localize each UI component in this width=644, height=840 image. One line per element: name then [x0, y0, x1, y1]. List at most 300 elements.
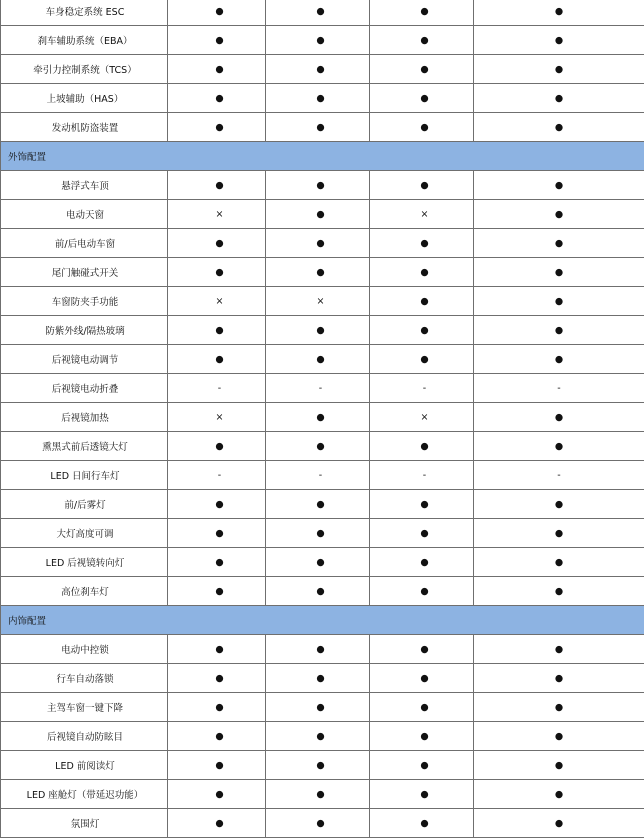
section-header-row — [1, 606, 644, 635]
feature-value-cell — [474, 664, 644, 693]
feature-label: 高位刹车灯 — [61, 587, 109, 598]
feature-value: ● — [215, 34, 224, 46]
feature-value-cell — [474, 171, 644, 200]
spec-table-body — [1, 0, 644, 838]
feature-value: ● — [215, 672, 224, 684]
feature-value-cell — [474, 519, 644, 548]
feature-value: ● — [316, 556, 325, 568]
feature-value-cell — [370, 345, 474, 374]
feature-value: ● — [420, 353, 429, 365]
feature-value-cell — [266, 26, 370, 55]
feature-value: ● — [316, 672, 325, 684]
feature-value-cell — [370, 0, 474, 26]
feature-value-cell — [266, 287, 370, 316]
feature-label: 前/后雾灯 — [64, 500, 106, 511]
feature-value-cell — [370, 200, 474, 229]
table-row — [1, 403, 644, 432]
feature-value-cell — [266, 664, 370, 693]
feature-label-cell — [1, 345, 168, 374]
feature-value: ● — [554, 788, 564, 800]
feature-value: ● — [554, 817, 564, 829]
feature-value: ● — [420, 324, 429, 336]
feature-value: ● — [316, 353, 325, 365]
feature-value-cell — [474, 751, 644, 780]
feature-value-cell — [168, 490, 266, 519]
feature-value: - — [318, 469, 323, 481]
table-row — [1, 490, 644, 519]
feature-value-cell — [266, 84, 370, 113]
feature-value-cell — [266, 577, 370, 606]
feature-label: 熏黑式前后透镜大灯 — [42, 442, 128, 453]
feature-value: ● — [554, 34, 564, 46]
feature-value-cell — [474, 635, 644, 664]
feature-value-cell — [266, 780, 370, 809]
feature-value: ● — [215, 759, 224, 771]
feature-value-cell — [168, 751, 266, 780]
feature-value: ● — [554, 295, 564, 307]
feature-value-cell — [266, 316, 370, 345]
feature-label: 车窗防夹手功能 — [51, 297, 119, 308]
feature-value: ● — [316, 237, 325, 249]
feature-value-cell — [370, 229, 474, 258]
feature-value-cell — [474, 84, 644, 113]
feature-value: ● — [420, 440, 429, 452]
feature-value-cell — [370, 780, 474, 809]
feature-value: ● — [215, 730, 224, 742]
feature-value: ● — [554, 643, 564, 655]
feature-value-cell — [168, 55, 266, 84]
feature-value-cell — [266, 200, 370, 229]
feature-value: ● — [420, 527, 429, 539]
feature-value-cell — [168, 229, 266, 258]
feature-value-cell — [370, 316, 474, 345]
feature-value-cell — [266, 693, 370, 722]
feature-value-cell — [266, 548, 370, 577]
section-title — [1, 142, 644, 171]
feature-value: × — [215, 295, 224, 307]
feature-value-cell — [266, 461, 370, 490]
feature-value: × — [420, 411, 429, 423]
feature-value-cell — [168, 0, 266, 26]
feature-value-cell — [474, 55, 644, 84]
feature-value: ● — [215, 324, 224, 336]
feature-value-cell — [168, 780, 266, 809]
table-row — [1, 258, 644, 287]
feature-value-cell — [168, 171, 266, 200]
feature-label-cell — [1, 693, 168, 722]
feature-value-cell — [474, 577, 644, 606]
feature-value: - — [557, 382, 561, 394]
feature-value: ● — [316, 440, 325, 452]
feature-value: ● — [420, 817, 429, 829]
table-row — [1, 809, 644, 838]
feature-value-cell — [168, 809, 266, 838]
feature-value-cell — [168, 403, 266, 432]
feature-label-cell — [1, 287, 168, 316]
feature-value: ● — [554, 92, 564, 104]
feature-value: × — [420, 208, 429, 220]
feature-label: 后视镜电动折叠 — [51, 384, 119, 395]
feature-value-cell — [168, 664, 266, 693]
feature-value-cell — [266, 809, 370, 838]
feature-value-cell — [266, 490, 370, 519]
feature-value-cell — [168, 258, 266, 287]
feature-value: ● — [316, 411, 325, 423]
table-row — [1, 722, 644, 751]
feature-value: ● — [316, 208, 325, 220]
feature-value-cell — [168, 200, 266, 229]
feature-value-cell — [370, 722, 474, 751]
feature-value: × — [215, 208, 224, 220]
feature-value-cell — [370, 635, 474, 664]
section-header-row — [1, 142, 644, 171]
feature-value-cell — [370, 577, 474, 606]
feature-value: ● — [420, 672, 429, 684]
feature-value-cell — [168, 287, 266, 316]
feature-label-cell — [1, 432, 168, 461]
feature-value: ● — [554, 672, 564, 684]
feature-label-cell — [1, 374, 168, 403]
feature-value: ● — [316, 585, 325, 597]
feature-value-cell — [370, 403, 474, 432]
feature-label: LED 后视镜转向灯 — [45, 558, 125, 569]
feature-label: 氛围灯 — [70, 819, 100, 830]
feature-value: ● — [316, 324, 325, 336]
feature-value: ● — [554, 498, 564, 510]
feature-value: ● — [215, 179, 224, 191]
feature-value-cell — [474, 200, 644, 229]
feature-value: ● — [215, 5, 224, 17]
section-title-text: 外饰配置 — [8, 152, 47, 163]
feature-value-cell — [168, 461, 266, 490]
feature-label: 前/后电动车窗 — [54, 239, 116, 250]
feature-value-cell — [474, 780, 644, 809]
feature-value-cell — [474, 693, 644, 722]
feature-value: ● — [554, 121, 564, 133]
feature-value: ● — [420, 34, 429, 46]
feature-value: ● — [420, 788, 429, 800]
feature-value: ● — [420, 266, 429, 278]
feature-value: ● — [215, 556, 224, 568]
feature-value: ● — [316, 759, 325, 771]
feature-label: 后视镜电动调节 — [51, 355, 119, 366]
feature-value: ● — [215, 121, 224, 133]
feature-value-cell — [370, 258, 474, 287]
feature-value-cell — [370, 113, 474, 142]
feature-label-cell — [1, 26, 168, 55]
table-row — [1, 519, 644, 548]
table-row — [1, 0, 644, 26]
feature-value: ● — [420, 295, 429, 307]
feature-value-cell — [474, 432, 644, 461]
feature-label: 尾门触碰式开关 — [51, 268, 119, 279]
feature-label: 后视镜加热 — [61, 413, 109, 424]
feature-value-cell — [168, 548, 266, 577]
feature-value: ● — [215, 237, 224, 249]
feature-value: ● — [215, 817, 224, 829]
feature-value: ● — [420, 585, 429, 597]
feature-value: ● — [420, 179, 429, 191]
feature-value-cell — [474, 403, 644, 432]
feature-value: ● — [316, 730, 325, 742]
feature-label: 防紫外线/隔热玻璃 — [45, 326, 125, 337]
feature-label: 发动机防盗装置 — [51, 123, 119, 134]
feature-value: × — [316, 295, 325, 307]
feature-value: ● — [215, 92, 224, 104]
feature-label-cell — [1, 635, 168, 664]
feature-value-cell — [168, 432, 266, 461]
feature-label-cell — [1, 171, 168, 200]
feature-value-cell — [168, 722, 266, 751]
feature-value: ● — [316, 121, 325, 133]
feature-value: ● — [316, 527, 325, 539]
feature-value-cell — [266, 0, 370, 26]
feature-label-cell — [1, 461, 168, 490]
feature-label-cell — [1, 780, 168, 809]
feature-value: ● — [420, 5, 429, 17]
feature-value: ● — [554, 411, 564, 423]
feature-value: ● — [420, 63, 429, 75]
feature-value-cell — [370, 374, 474, 403]
feature-value: ● — [420, 643, 429, 655]
feature-value-cell — [370, 693, 474, 722]
feature-value: - — [422, 382, 427, 394]
table-row — [1, 171, 644, 200]
feature-value-cell — [266, 374, 370, 403]
feature-value-cell — [266, 635, 370, 664]
feature-value-cell — [168, 374, 266, 403]
table-row — [1, 316, 644, 345]
feature-value: ● — [316, 498, 325, 510]
feature-label: 后视镜自动防眩目 — [46, 732, 123, 743]
feature-label-cell — [1, 0, 168, 26]
feature-value-cell — [266, 55, 370, 84]
table-row — [1, 345, 644, 374]
feature-value: ● — [316, 63, 325, 75]
feature-value-cell — [474, 287, 644, 316]
feature-value: ● — [420, 759, 429, 771]
feature-value: ● — [554, 237, 564, 249]
feature-value: ● — [554, 527, 564, 539]
feature-value-cell — [474, 374, 644, 403]
feature-value: ● — [420, 730, 429, 742]
feature-value: ● — [554, 63, 564, 75]
table-row — [1, 84, 644, 113]
section-title — [1, 606, 644, 635]
table-row — [1, 461, 644, 490]
feature-value: ● — [316, 266, 325, 278]
feature-value-cell — [474, 113, 644, 142]
table-row — [1, 432, 644, 461]
feature-value-cell — [370, 751, 474, 780]
feature-label-cell — [1, 490, 168, 519]
feature-value: ● — [215, 643, 224, 655]
feature-value-cell — [370, 287, 474, 316]
feature-value-cell — [168, 519, 266, 548]
feature-value-cell — [370, 461, 474, 490]
feature-label-cell — [1, 722, 168, 751]
feature-value-cell — [474, 809, 644, 838]
feature-value: - — [318, 382, 323, 394]
table-row — [1, 287, 644, 316]
feature-value: × — [215, 411, 224, 423]
feature-value-cell — [168, 113, 266, 142]
feature-value-cell — [266, 171, 370, 200]
feature-value-cell — [370, 84, 474, 113]
feature-value: ● — [316, 788, 325, 800]
table-row — [1, 635, 644, 664]
feature-value: ● — [215, 266, 224, 278]
feature-value: ● — [215, 498, 224, 510]
feature-label: 大灯高度可调 — [56, 529, 114, 540]
feature-value-cell — [474, 229, 644, 258]
feature-value: ● — [554, 701, 564, 713]
table-row — [1, 26, 644, 55]
feature-value: - — [217, 469, 222, 481]
feature-value-cell — [266, 519, 370, 548]
feature-label: 上坡辅助（HAS） — [46, 94, 124, 105]
feature-value: ● — [215, 527, 224, 539]
feature-value: ● — [420, 92, 429, 104]
feature-value: ● — [554, 440, 564, 452]
feature-label-cell — [1, 316, 168, 345]
feature-label: 刹车辅助系统（EBA） — [37, 36, 133, 47]
section-title-text: 内饰配置 — [8, 616, 47, 627]
feature-label-cell — [1, 55, 168, 84]
feature-value: ● — [554, 266, 564, 278]
feature-label: 电动中控锁 — [61, 645, 109, 656]
table-row — [1, 548, 644, 577]
table-row — [1, 374, 644, 403]
feature-value-cell — [474, 461, 644, 490]
feature-label: LED 座舱灯（带延迟功能） — [26, 790, 144, 801]
table-row — [1, 200, 644, 229]
feature-value: ● — [215, 701, 224, 713]
feature-value-cell — [168, 26, 266, 55]
feature-value: ● — [420, 701, 429, 713]
feature-label-cell — [1, 258, 168, 287]
feature-value: ● — [554, 324, 564, 336]
table-row — [1, 780, 644, 809]
table-row — [1, 693, 644, 722]
feature-value: ● — [316, 643, 325, 655]
feature-value-cell — [474, 722, 644, 751]
feature-value: ● — [316, 34, 325, 46]
feature-label: 电动天窗 — [65, 210, 104, 221]
table-row — [1, 751, 644, 780]
feature-label-cell — [1, 84, 168, 113]
feature-label-cell — [1, 751, 168, 780]
feature-value-cell — [370, 432, 474, 461]
feature-value: ● — [215, 63, 224, 75]
feature-value: ● — [554, 208, 564, 220]
feature-value: ● — [420, 121, 429, 133]
feature-value-cell — [266, 432, 370, 461]
feature-label: 悬浮式车顶 — [61, 181, 109, 192]
feature-value-cell — [370, 26, 474, 55]
feature-label: 车身稳定系统 ESC — [45, 7, 125, 18]
table-row — [1, 229, 644, 258]
feature-label-cell — [1, 229, 168, 258]
feature-label: LED 日间行车灯 — [50, 471, 120, 482]
feature-value: ● — [554, 585, 564, 597]
feature-value: ● — [420, 237, 429, 249]
feature-value: - — [422, 469, 427, 481]
feature-value-cell — [266, 722, 370, 751]
feature-value-cell — [266, 345, 370, 374]
feature-value-cell — [168, 84, 266, 113]
feature-value: ● — [215, 788, 224, 800]
feature-label-cell — [1, 664, 168, 693]
feature-value-cell — [266, 113, 370, 142]
feature-value: ● — [316, 701, 325, 713]
feature-value: ● — [316, 92, 325, 104]
feature-label-cell — [1, 519, 168, 548]
feature-value-cell — [266, 751, 370, 780]
feature-label: 行车自动落锁 — [56, 674, 114, 685]
feature-value: ● — [215, 585, 224, 597]
feature-value-cell — [370, 490, 474, 519]
feature-value-cell — [474, 0, 644, 26]
feature-value-cell — [370, 519, 474, 548]
table-row — [1, 664, 644, 693]
feature-value-cell — [168, 316, 266, 345]
feature-value: ● — [554, 556, 564, 568]
table-row — [1, 113, 644, 142]
feature-value-cell — [474, 316, 644, 345]
feature-value-cell — [370, 809, 474, 838]
feature-value: ● — [554, 353, 564, 365]
feature-value-cell — [266, 229, 370, 258]
feature-value: - — [217, 382, 222, 394]
feature-label: 主驾车窗一键下降 — [46, 703, 123, 714]
feature-value: ● — [316, 179, 325, 191]
feature-value: ● — [554, 179, 564, 191]
feature-value: ● — [554, 5, 564, 17]
feature-label-cell — [1, 548, 168, 577]
feature-value-cell — [370, 548, 474, 577]
feature-value-cell — [168, 577, 266, 606]
feature-value-cell — [474, 26, 644, 55]
feature-value-cell — [370, 664, 474, 693]
feature-value-cell — [370, 55, 474, 84]
feature-value-cell — [474, 345, 644, 374]
feature-value: ● — [554, 730, 564, 742]
feature-value-cell — [266, 403, 370, 432]
feature-value-cell — [474, 258, 644, 287]
feature-value: ● — [420, 498, 429, 510]
feature-value-cell — [474, 490, 644, 519]
feature-label: 牵引力控制系统（TCS） — [33, 65, 137, 76]
feature-value: ● — [215, 353, 224, 365]
feature-value-cell — [168, 345, 266, 374]
feature-label-cell — [1, 200, 168, 229]
feature-label-cell — [1, 113, 168, 142]
feature-value-cell — [474, 548, 644, 577]
feature-value-cell — [168, 693, 266, 722]
feature-value-cell — [266, 258, 370, 287]
feature-label-cell — [1, 577, 168, 606]
feature-label-cell — [1, 809, 168, 838]
feature-label: LED 前阅读灯 — [55, 761, 115, 772]
feature-label-cell — [1, 403, 168, 432]
feature-value-cell — [370, 171, 474, 200]
feature-value: ● — [420, 556, 429, 568]
feature-value: ● — [316, 817, 325, 829]
table-row — [1, 55, 644, 84]
feature-value: ● — [316, 5, 325, 17]
feature-value: - — [557, 469, 561, 481]
